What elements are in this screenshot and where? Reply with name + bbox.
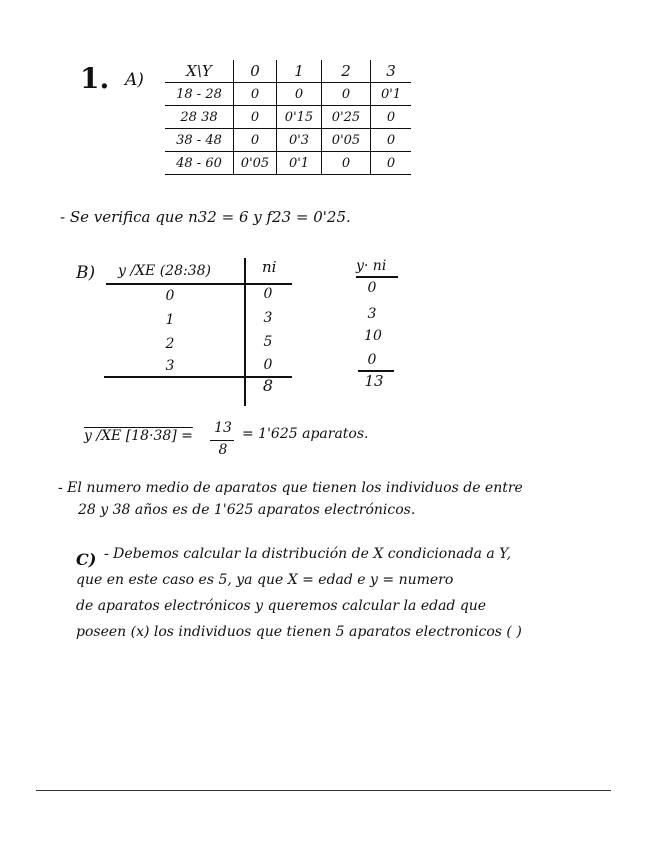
table-b-yni-cell: 0	[367, 352, 377, 368]
part-a-label: A)	[125, 70, 144, 90]
table-b-y-cell: 0	[165, 288, 175, 304]
problem-number: 1.	[80, 62, 110, 95]
table-b-yni-header-rule	[356, 276, 398, 278]
table-b-ni-cell: 3	[263, 310, 273, 326]
table-row	[165, 83, 411, 106]
table-cell: 0'05	[322, 129, 371, 152]
table-header-cell: 0	[234, 60, 277, 83]
table-b-total-ni: 8	[262, 376, 274, 395]
table-row	[165, 106, 411, 129]
part-c-text-line: - Debemos calcular la distribución de X condicionada a Y,	[104, 546, 512, 562]
table-cell: 0'15	[277, 106, 322, 129]
conclusion-b-line: - El numero medio de aparatos que tienen los individuos de entre	[58, 480, 523, 496]
table-cell: 0	[234, 106, 277, 129]
part-c-text-line: que en este caso es 5, ya que X = edad e y = numero	[76, 572, 454, 588]
mean-rhs: = 1'625 aparatos.	[242, 426, 369, 442]
mean-fraction-numerator: 13	[214, 420, 232, 436]
table-cell: 0	[371, 129, 412, 152]
table-b-header-ni: ni	[262, 258, 277, 276]
table-header-cell: X\Y	[165, 60, 234, 83]
table-cell: 0	[371, 152, 412, 175]
table-b-yni-cell: 3	[367, 306, 377, 322]
table-cell: 0	[371, 106, 412, 129]
table-header-cell: 3	[371, 60, 412, 83]
table-cell: 0	[234, 83, 277, 106]
table-cell: 0	[277, 83, 322, 106]
table-cell: 0'1	[277, 152, 322, 175]
table-header-row	[165, 60, 411, 83]
table-cell: 38 - 48	[165, 129, 234, 152]
table-cell: 48 - 60	[165, 152, 234, 175]
table-row	[165, 129, 411, 152]
table-b-ni-cell: 5	[263, 334, 273, 350]
table-header-cell: 2	[322, 60, 371, 83]
table-header-cell: 1	[277, 60, 322, 83]
conclusion-b-line: 28 y 38 años es de 1'625 aparatos electrónicos.	[78, 502, 416, 518]
table-cell: 0'25	[322, 106, 371, 129]
mean-fraction-denominator: 8	[218, 442, 228, 458]
table-cell: 0'05	[234, 152, 277, 175]
mean-lhs: y /XE [18·38] =	[84, 428, 193, 444]
table-b-header-yni: y· ni	[356, 258, 387, 274]
table-row	[165, 152, 411, 175]
table-cell: 0	[322, 152, 371, 175]
table-b-column-divider	[244, 258, 246, 406]
part-c-text-line: de aparatos electrónicos y queremos calcular la edad que	[76, 598, 487, 614]
part-c-label: C)	[76, 550, 97, 569]
table-b-ni-cell: 0	[263, 357, 273, 373]
table-b-yni-cell: 0	[367, 280, 377, 296]
joint-distribution-table	[165, 60, 411, 175]
table-cell: 0'3	[277, 129, 322, 152]
table-b-header-rule	[106, 283, 292, 285]
verification-text: - Se verifica que n32 = 6 y f23 = 0'25.	[60, 208, 351, 226]
table-b-y-cell: 3	[165, 358, 175, 374]
table-cell: 0'1	[371, 83, 412, 106]
part-b-label: B)	[76, 263, 96, 283]
table-b-y-cell: 2	[165, 336, 175, 352]
table-cell: 0	[234, 129, 277, 152]
table-cell: 0	[322, 83, 371, 106]
table-b-header-y: y /XE (28:38)	[118, 263, 211, 279]
part-c-text-line: poseen (x) los individuos que tienen 5 aparatos electronicos ( )	[76, 624, 522, 640]
table-cell: 18 - 28	[165, 83, 234, 106]
table-b-y-cell: 1	[165, 312, 175, 328]
table-b-ni-cell: 0	[263, 286, 273, 302]
table-cell: 28 38	[165, 106, 234, 129]
table-b-yni-cell: 10	[364, 328, 382, 344]
footer-rule	[36, 790, 611, 791]
mean-fraction-bar	[210, 440, 234, 441]
table-b-total-yni: 13	[364, 372, 384, 390]
